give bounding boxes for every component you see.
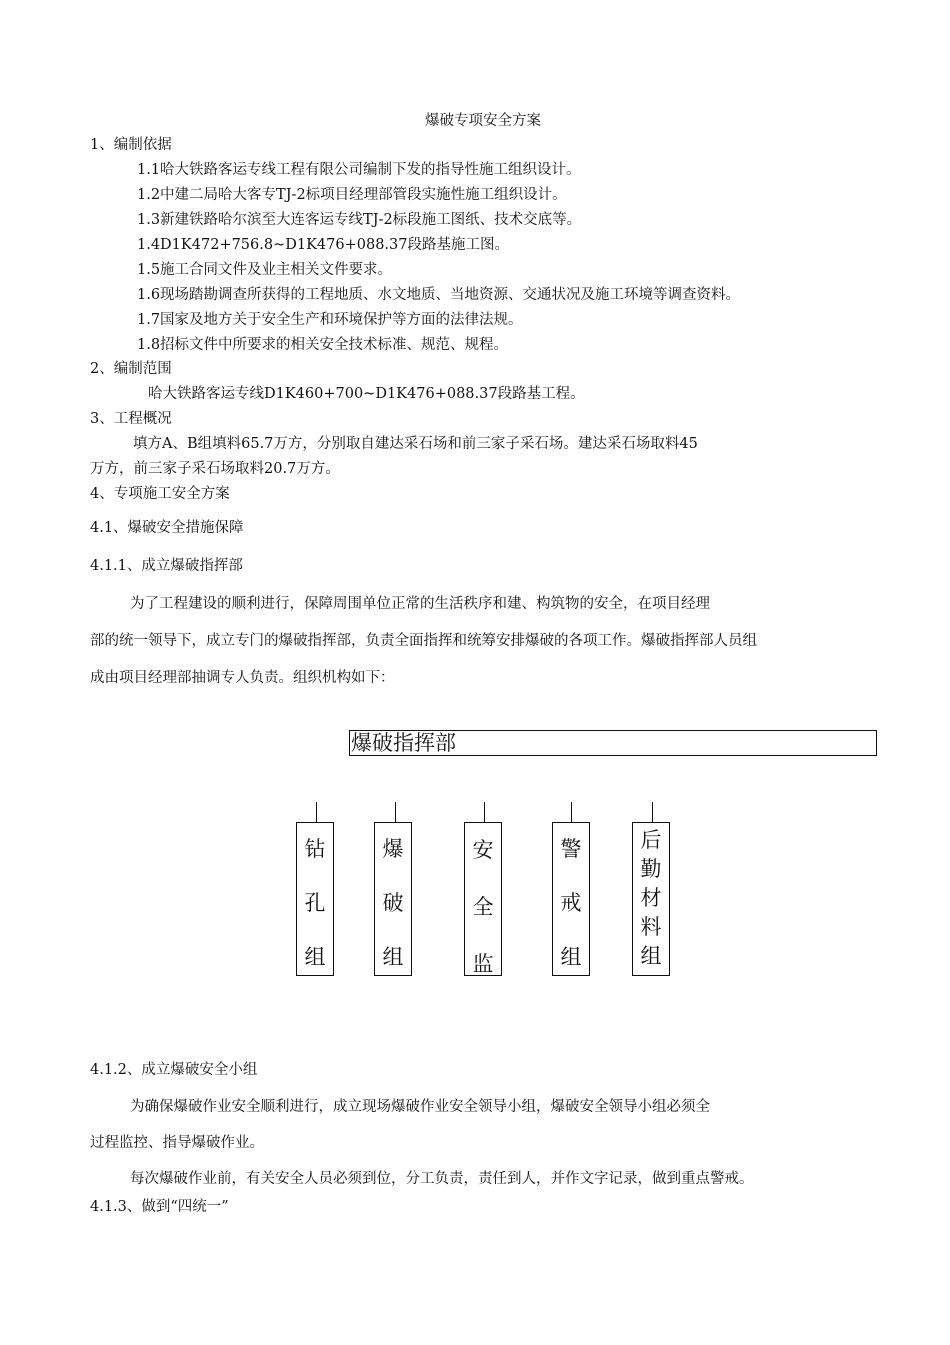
s1-item: 1.2中建二局哈大客专TJ-2标项目经理部管段实施性施工组织设计。 — [137, 187, 567, 203]
s1-item: 1.1哈大铁路客运专线工程有限公司编制下发的指导性施工组织设计。 — [137, 162, 581, 178]
s3-line: 填方A、B组填料65.7万方，分别取自建达采石场和前三家子采石场。建达采石场取料45 — [133, 436, 698, 452]
section-1-heading: 1、编制依据 — [90, 137, 172, 153]
section-4-1-heading: 4.1、爆破安全措施保障 — [90, 520, 244, 536]
section-4-1-3-heading: 4.1.3、做到“四统一” — [90, 1199, 229, 1215]
section-4-1-1-heading: 4.1.1、成立爆破指挥部 — [90, 558, 243, 574]
s1-item: 1.3新建铁路哈尔滨至大连客运专线TJ-2标段施工图纸、技术交底等。 — [137, 212, 582, 228]
connector-line — [652, 802, 653, 823]
s411-paragraph-line: 为了工程建设的顺利进行，保障周围单位正常的生活秩序和建、构筑物的安全，在项目经理 — [130, 596, 710, 612]
s411-paragraph-line: 部的统一领导下，成立专门的爆破指挥部，负责全面指挥和统筹安排爆破的各项工作。爆破指挥部人员组 — [90, 633, 757, 649]
connector-line — [395, 802, 396, 823]
s1-item: 1.7国家及地方关于安全生产和环境保护等方面的法律法规。 — [137, 312, 523, 328]
s1-item: 1.5施工合同文件及业主相关文件要求。 — [137, 262, 393, 278]
org-group-logistics-label: 后 勤 材 料 组 — [640, 828, 662, 968]
org-group-guard-label: 警 戒 组 — [560, 837, 582, 969]
connector-line — [571, 802, 572, 823]
section-3-heading: 3、工程概况 — [90, 411, 172, 427]
s2-text: 哈大铁路客运专线D1K460+700~D1K476+088.37段路基工程。 — [148, 386, 585, 402]
section-2-heading: 2、编制范围 — [90, 361, 172, 377]
section-4-heading: 4、专项施工安全方案 — [90, 486, 230, 502]
s412-paragraph-line: 为确保爆破作业安全顺利进行，成立现场爆破作业安全领导小组，爆破安全领导小组必须全 — [130, 1099, 710, 1115]
s1-item: 1.4D1K472+756.8~D1K476+088.37段路基施工图。 — [137, 237, 509, 253]
org-chart-head-label: 爆破指挥部 — [351, 731, 456, 755]
document-title: 爆破专项安全方案 — [425, 113, 541, 129]
org-group-blasting-label: 爆 破 组 — [382, 837, 404, 969]
org-group-drilling-label: 钻 孔 组 — [304, 837, 326, 969]
s1-item: 1.6现场踏勘调查所获得的工程地质、水文地质、当地资源、交通状况及施工环境等调查资料。 — [137, 287, 741, 303]
s412-paragraph-line: 每次爆破作业前，有关安全人员必须到位，分工负责，责任到人，并作文字记录，做到重点警戒。 — [130, 1171, 754, 1187]
s3-line: 万方，前三家子采石场取料20.7万方。 — [90, 461, 340, 477]
org-group-safety-label: 安 全 监 — [472, 838, 494, 976]
connector-line — [484, 802, 485, 823]
connector-line — [316, 802, 317, 823]
s411-paragraph-line: 成由项目经理部抽调专人负责。组织机构如下： — [90, 670, 395, 686]
section-4-1-2-heading: 4.1.2、成立爆破安全小组 — [90, 1062, 258, 1078]
s412-paragraph-line: 过程监控、指导爆破作业。 — [90, 1135, 264, 1151]
s1-item: 1.8招标文件中所要求的相关安全技术标准、规范、规程。 — [137, 337, 509, 353]
